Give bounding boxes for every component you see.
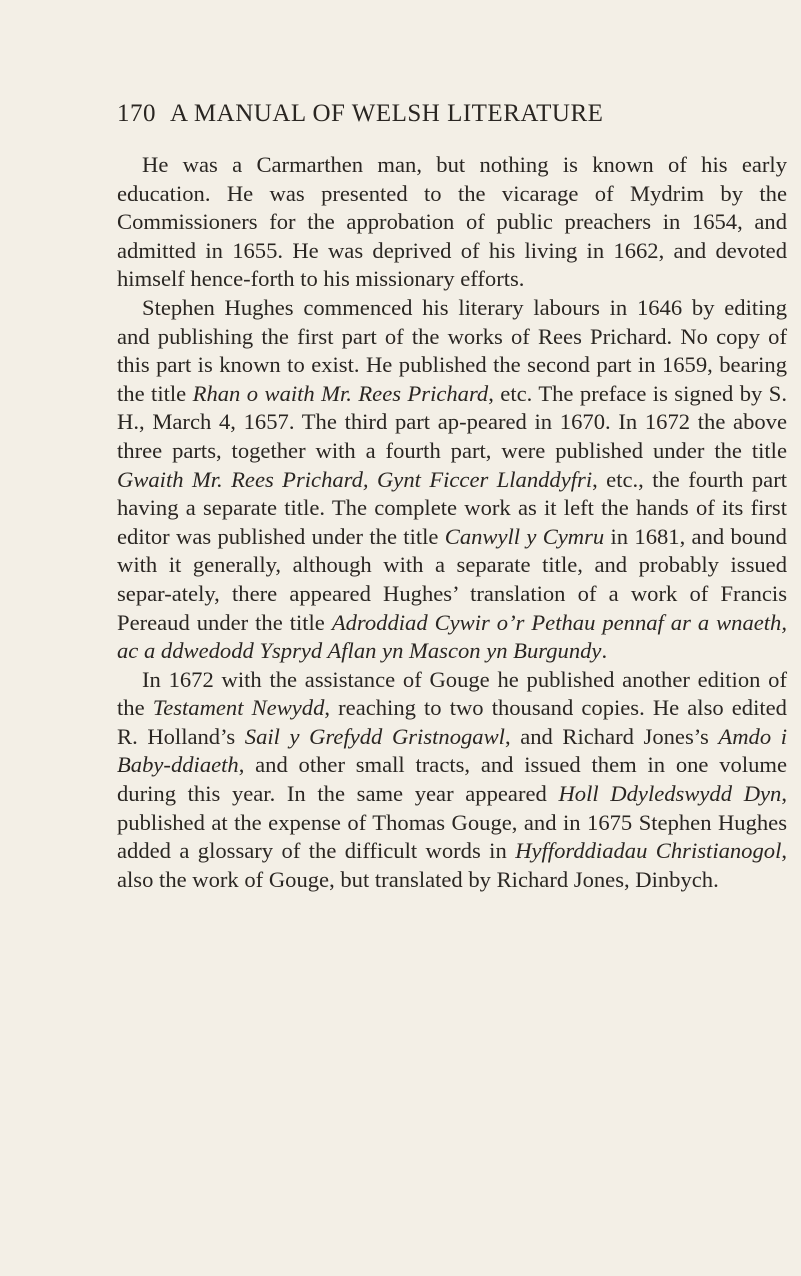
title-adroddiad-cywir: Adroddiad Cywir o’r Pethau pennaf ar a wnaeth, ac a ddwedodd Yspryd Aflan yn Mascon yn Burgundy — [117, 609, 788, 664]
paragraph-3 — [117, 666, 787, 895]
paragraph-1: He was a Carmarthen man, but nothing is known of his early education. He was presented to the vicarage of Mydrim by the Commissioners for the approbation of public preachers in 1654, and admitted in 1655. He was deprived of his living in 1662, and devoted himself hence-forth to his missionary efforts. — [117, 152, 787, 292]
title-holl-ddyledswydd-dyn: Holl Ddyledswydd Dyn — [558, 781, 782, 807]
page-number: 170 — [117, 100, 156, 127]
body-text — [117, 151, 787, 894]
paragraph-2-text-c: , etc., the fourth part having a separate title. The complete work as it left the hands of its first editor was published under the title — [117, 466, 787, 549]
title-gwaith-mr-rees-prichard: Gwaith Mr. Rees Prichard, Gynt Ficcer Llanddyfri — [117, 466, 593, 492]
title-canwyll-y-cymru: Canwyll y Cymru — [444, 523, 605, 549]
paragraph-2-text-e: . — [601, 638, 608, 664]
title-rhan-o-waith: Rhan o waith Mr. Rees Prichard — [192, 380, 489, 406]
paragraph-3-text-d: , and other small tracts, and issued them in one volume during this year. In the same year appeared — [117, 752, 787, 807]
paragraph-3-text-c: , and Richard Jones’s — [504, 723, 719, 749]
paragraph-2-text-d: in 1681, and bound with it generally, although with a separate title, and probably issued separ-ately, there appeared Hughes’ translation of a work of Francis Pereaud under the title — [117, 523, 787, 635]
running-head — [117, 100, 787, 128]
title-testament-newydd: Testament Newydd — [152, 695, 325, 721]
paragraph-3-text-e: , published at the expense of Thomas Gouge, and in 1675 Stephen Hughes added a glossary of the difficult words in — [117, 781, 787, 864]
title-hyfforddiadau-christianogol: Hyfforddiadau Christianogol — [515, 838, 782, 864]
paragraph-2-text-a: Stephen Hughes commenced his literary labours in 1646 by editing and publishing the first part of the works of Rees Prichard. No copy of this part is known to exist. He published the second part in 1659, bearing the title — [117, 294, 787, 406]
paragraph-3-text-b: , reaching to two thousand copies. He also edited R. Holland’s — [117, 695, 787, 749]
title-sail-y-grefydd: Sail y Grefydd Gristnogawl — [244, 723, 505, 749]
paragraph-3-text-a: In 1672 with the assistance of Gouge he published another edition of the — [117, 666, 787, 721]
book-title: A MANUAL OF WELSH LITERATURE — [170, 100, 604, 127]
paragraph-2 — [117, 294, 787, 666]
title-amdo-i-babyddiaeth: Amdo i Baby-ddiaeth — [117, 723, 788, 778]
paragraph-3-text-f: , also the work of Gouge, but translated by Richard Jones, Dinbych. — [117, 838, 788, 892]
paragraph-2-text-b: , etc. The preface is signed by S. H., March 4, 1657. The third part ap-peared in 1670. In 1672 the above three parts, together with a fourth part, were published under the title — [117, 380, 787, 463]
